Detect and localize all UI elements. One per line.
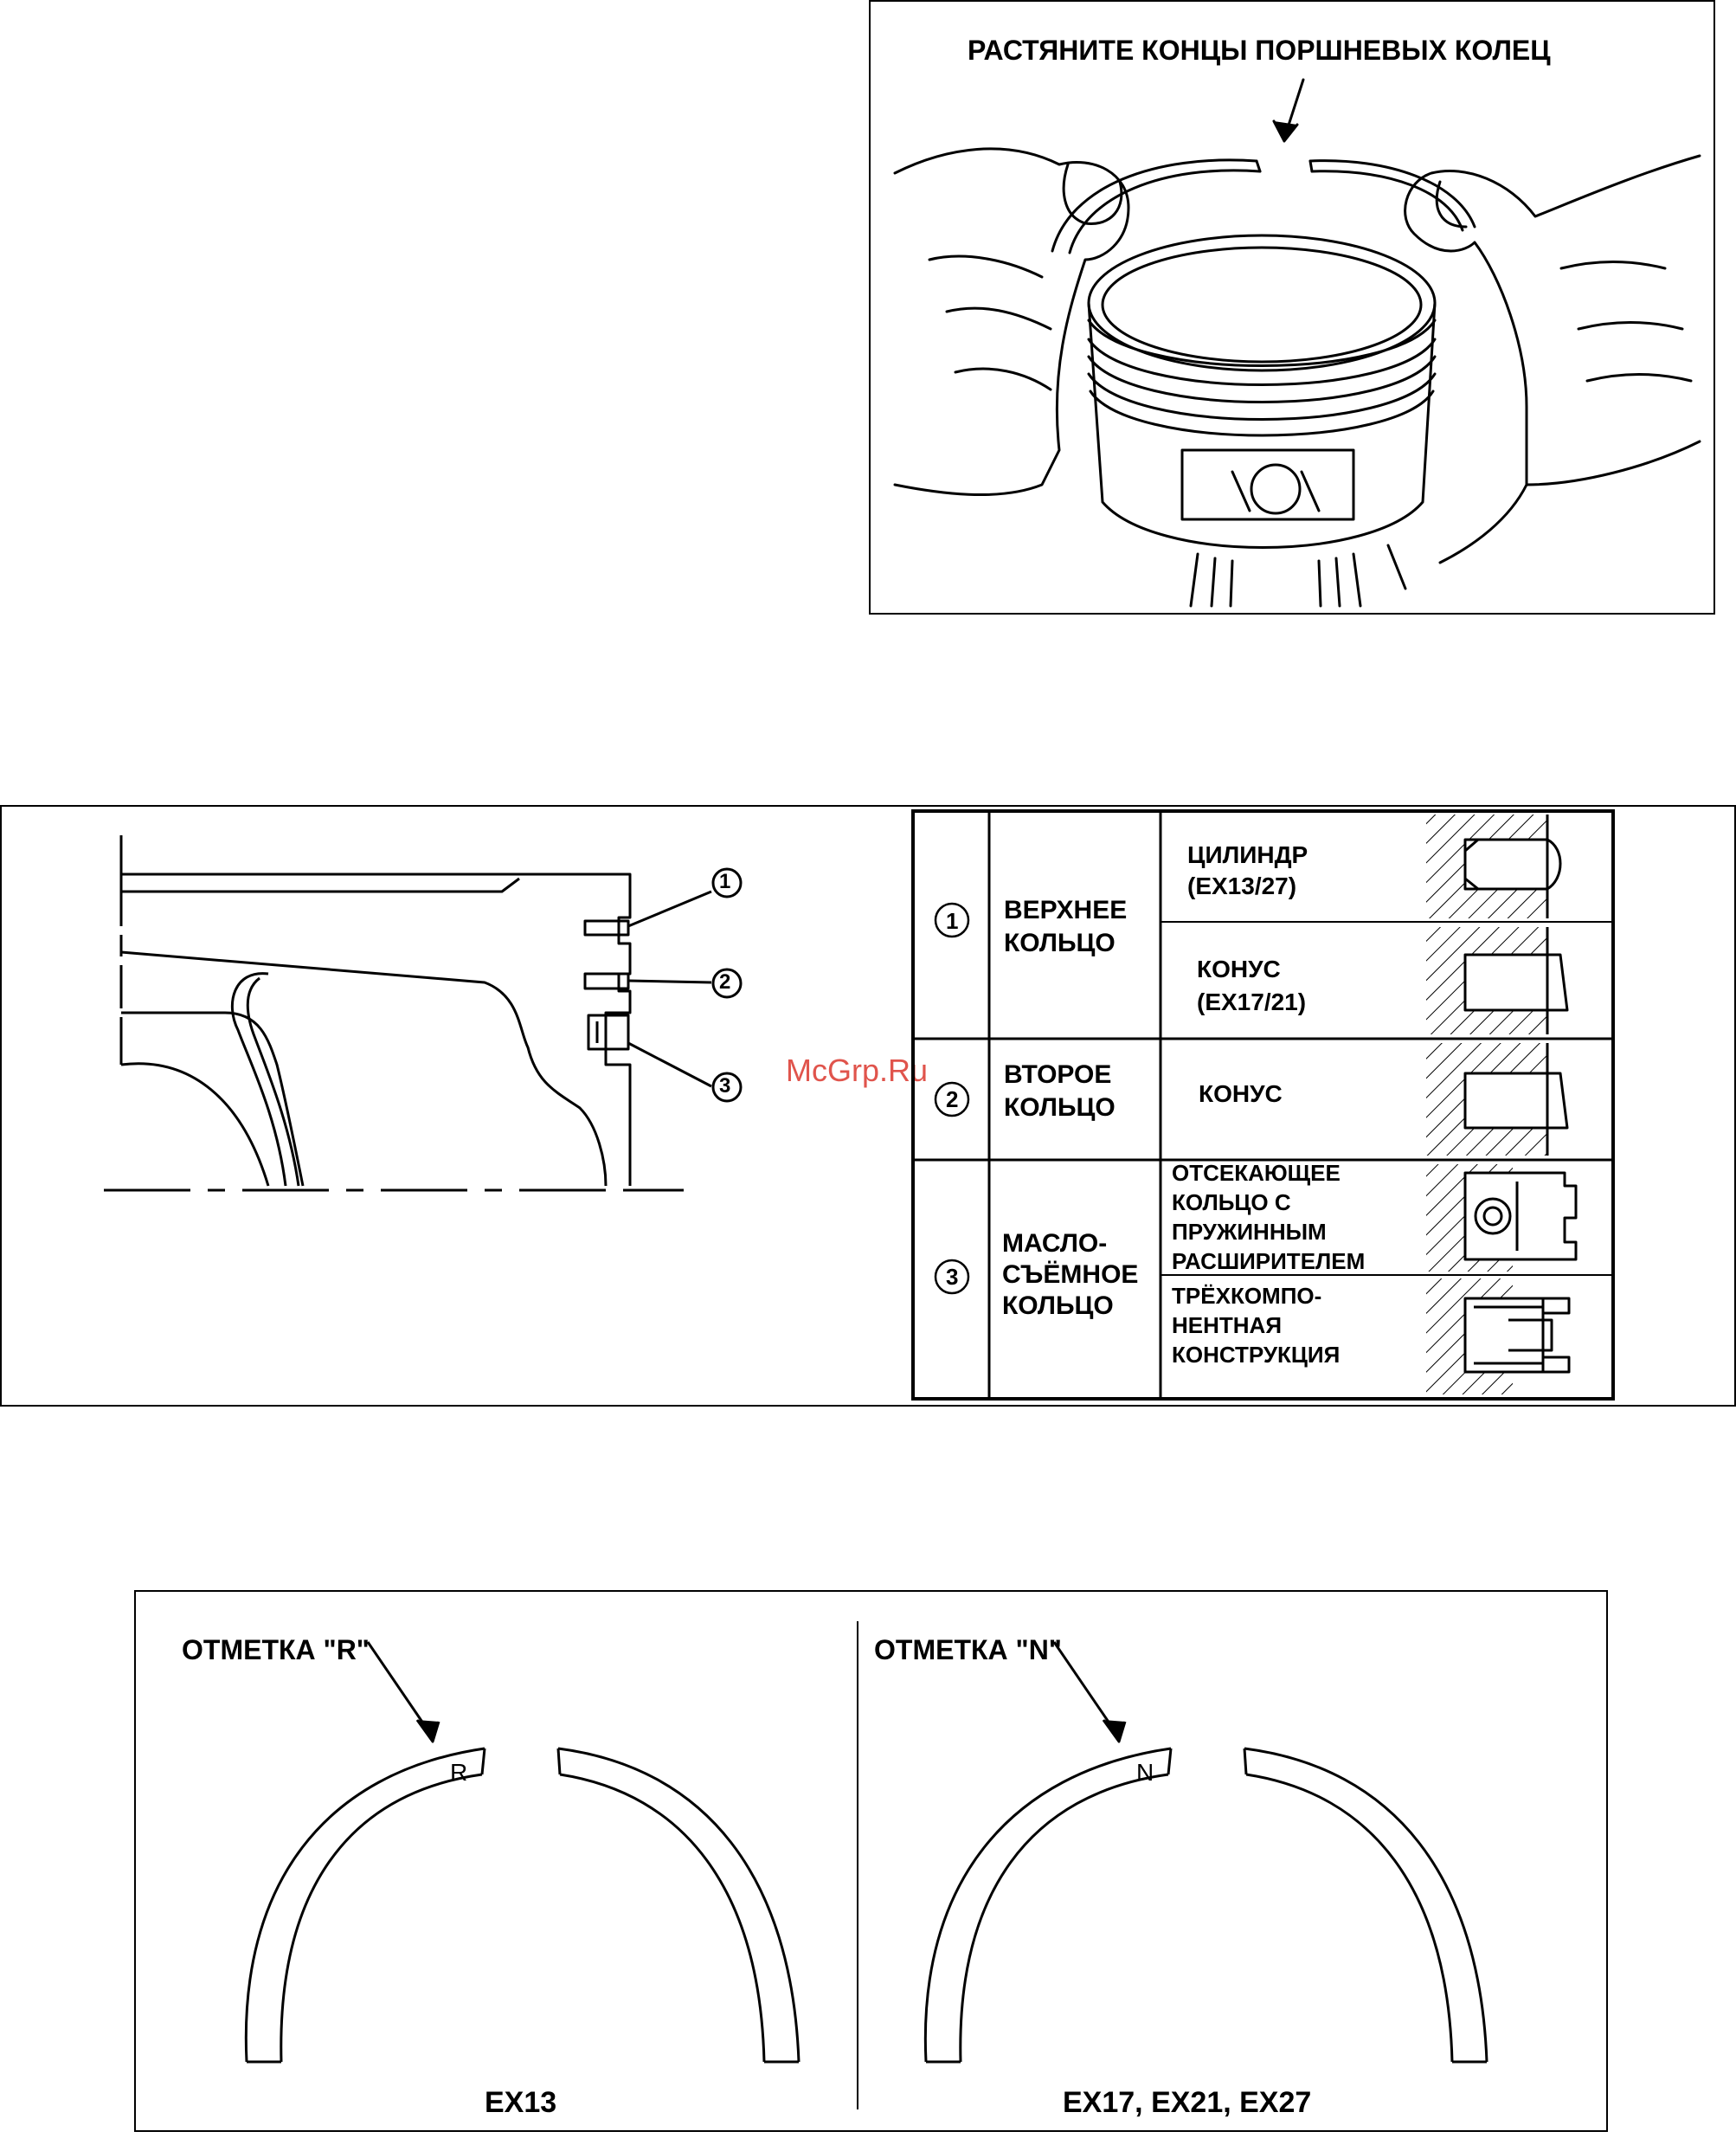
left-ring-right-half xyxy=(558,1748,799,2062)
groove-3 xyxy=(588,1015,628,1049)
groove-2 xyxy=(585,974,628,989)
right-hand xyxy=(1405,156,1700,485)
gap-arrow-head xyxy=(1274,121,1297,141)
callout-1: 1 xyxy=(719,870,731,893)
row3-type-spring: ОТСЕКАЮЩЕЕ КОЛЬЦО С ПРУЖИННЫМ РАСШИРИТЕЛЕМ xyxy=(1172,1160,1366,1274)
row2-type-taper: КОНУС xyxy=(1199,1080,1283,1107)
ring-spread-illustration xyxy=(869,0,1715,615)
mark-n-letter: N xyxy=(1136,1759,1154,1786)
piston-section-diagram xyxy=(0,805,900,1407)
callout-2: 2 xyxy=(719,970,731,994)
pin-boss xyxy=(1182,450,1353,519)
watermark: McGrp.Ru xyxy=(786,1053,929,1088)
caption-ex17-21-27: EX17, EX21, EX27 xyxy=(1063,2086,1312,2119)
right-ring-left-half xyxy=(925,1748,1171,2062)
row1-name: ВЕРХНЕЕ КОЛЬЦО xyxy=(1004,896,1128,957)
profile-oil-3piece xyxy=(1465,1298,1543,1372)
ring-marks-diagram xyxy=(134,1590,1608,2132)
row3-name: МАСЛО- СЪЁМНОЕ КОЛЬЦО xyxy=(1002,1229,1139,1320)
row2-name: ВТОРОЕ КОЛЬЦО xyxy=(1004,1060,1116,1122)
mark-n-label: ОТМЕТКА "N" xyxy=(874,1634,1062,1665)
piston-skirt xyxy=(1089,303,1435,548)
caption-ex13: EX13 xyxy=(485,2086,557,2119)
ring-spread-label: РАСТЯНИТЕ КОНЦЫ ПОРШНЕВЫХ КОЛЕЦ xyxy=(968,35,1551,66)
right-ring-right-half xyxy=(1244,1748,1487,2062)
mark-r-label: ОТМЕТКА "R" xyxy=(182,1634,370,1665)
row1-number: 1 xyxy=(946,908,959,934)
row3-type-three-piece: ТРЁХКОМПО- НЕНТНАЯ КОНСТРУКЦИЯ xyxy=(1172,1283,1341,1368)
mark-r-letter: R xyxy=(450,1759,468,1786)
groove-1 xyxy=(585,921,628,935)
row1-type-cylinder: ЦИЛИНДР (EX13/27) xyxy=(1187,841,1308,899)
row2-number: 2 xyxy=(946,1086,959,1112)
left-hand xyxy=(895,149,1128,495)
callout-3: 3 xyxy=(719,1074,731,1098)
left-ring-left-half xyxy=(246,1748,485,2062)
profile-taper-2 xyxy=(1465,1073,1567,1128)
profile-taper-1 xyxy=(1465,955,1567,1010)
row3-number: 3 xyxy=(946,1264,959,1290)
ring-left-half xyxy=(1052,160,1260,253)
piston-top xyxy=(121,874,630,1186)
row1-type-taper: КОНУС (EX17/21) xyxy=(1197,956,1307,1015)
